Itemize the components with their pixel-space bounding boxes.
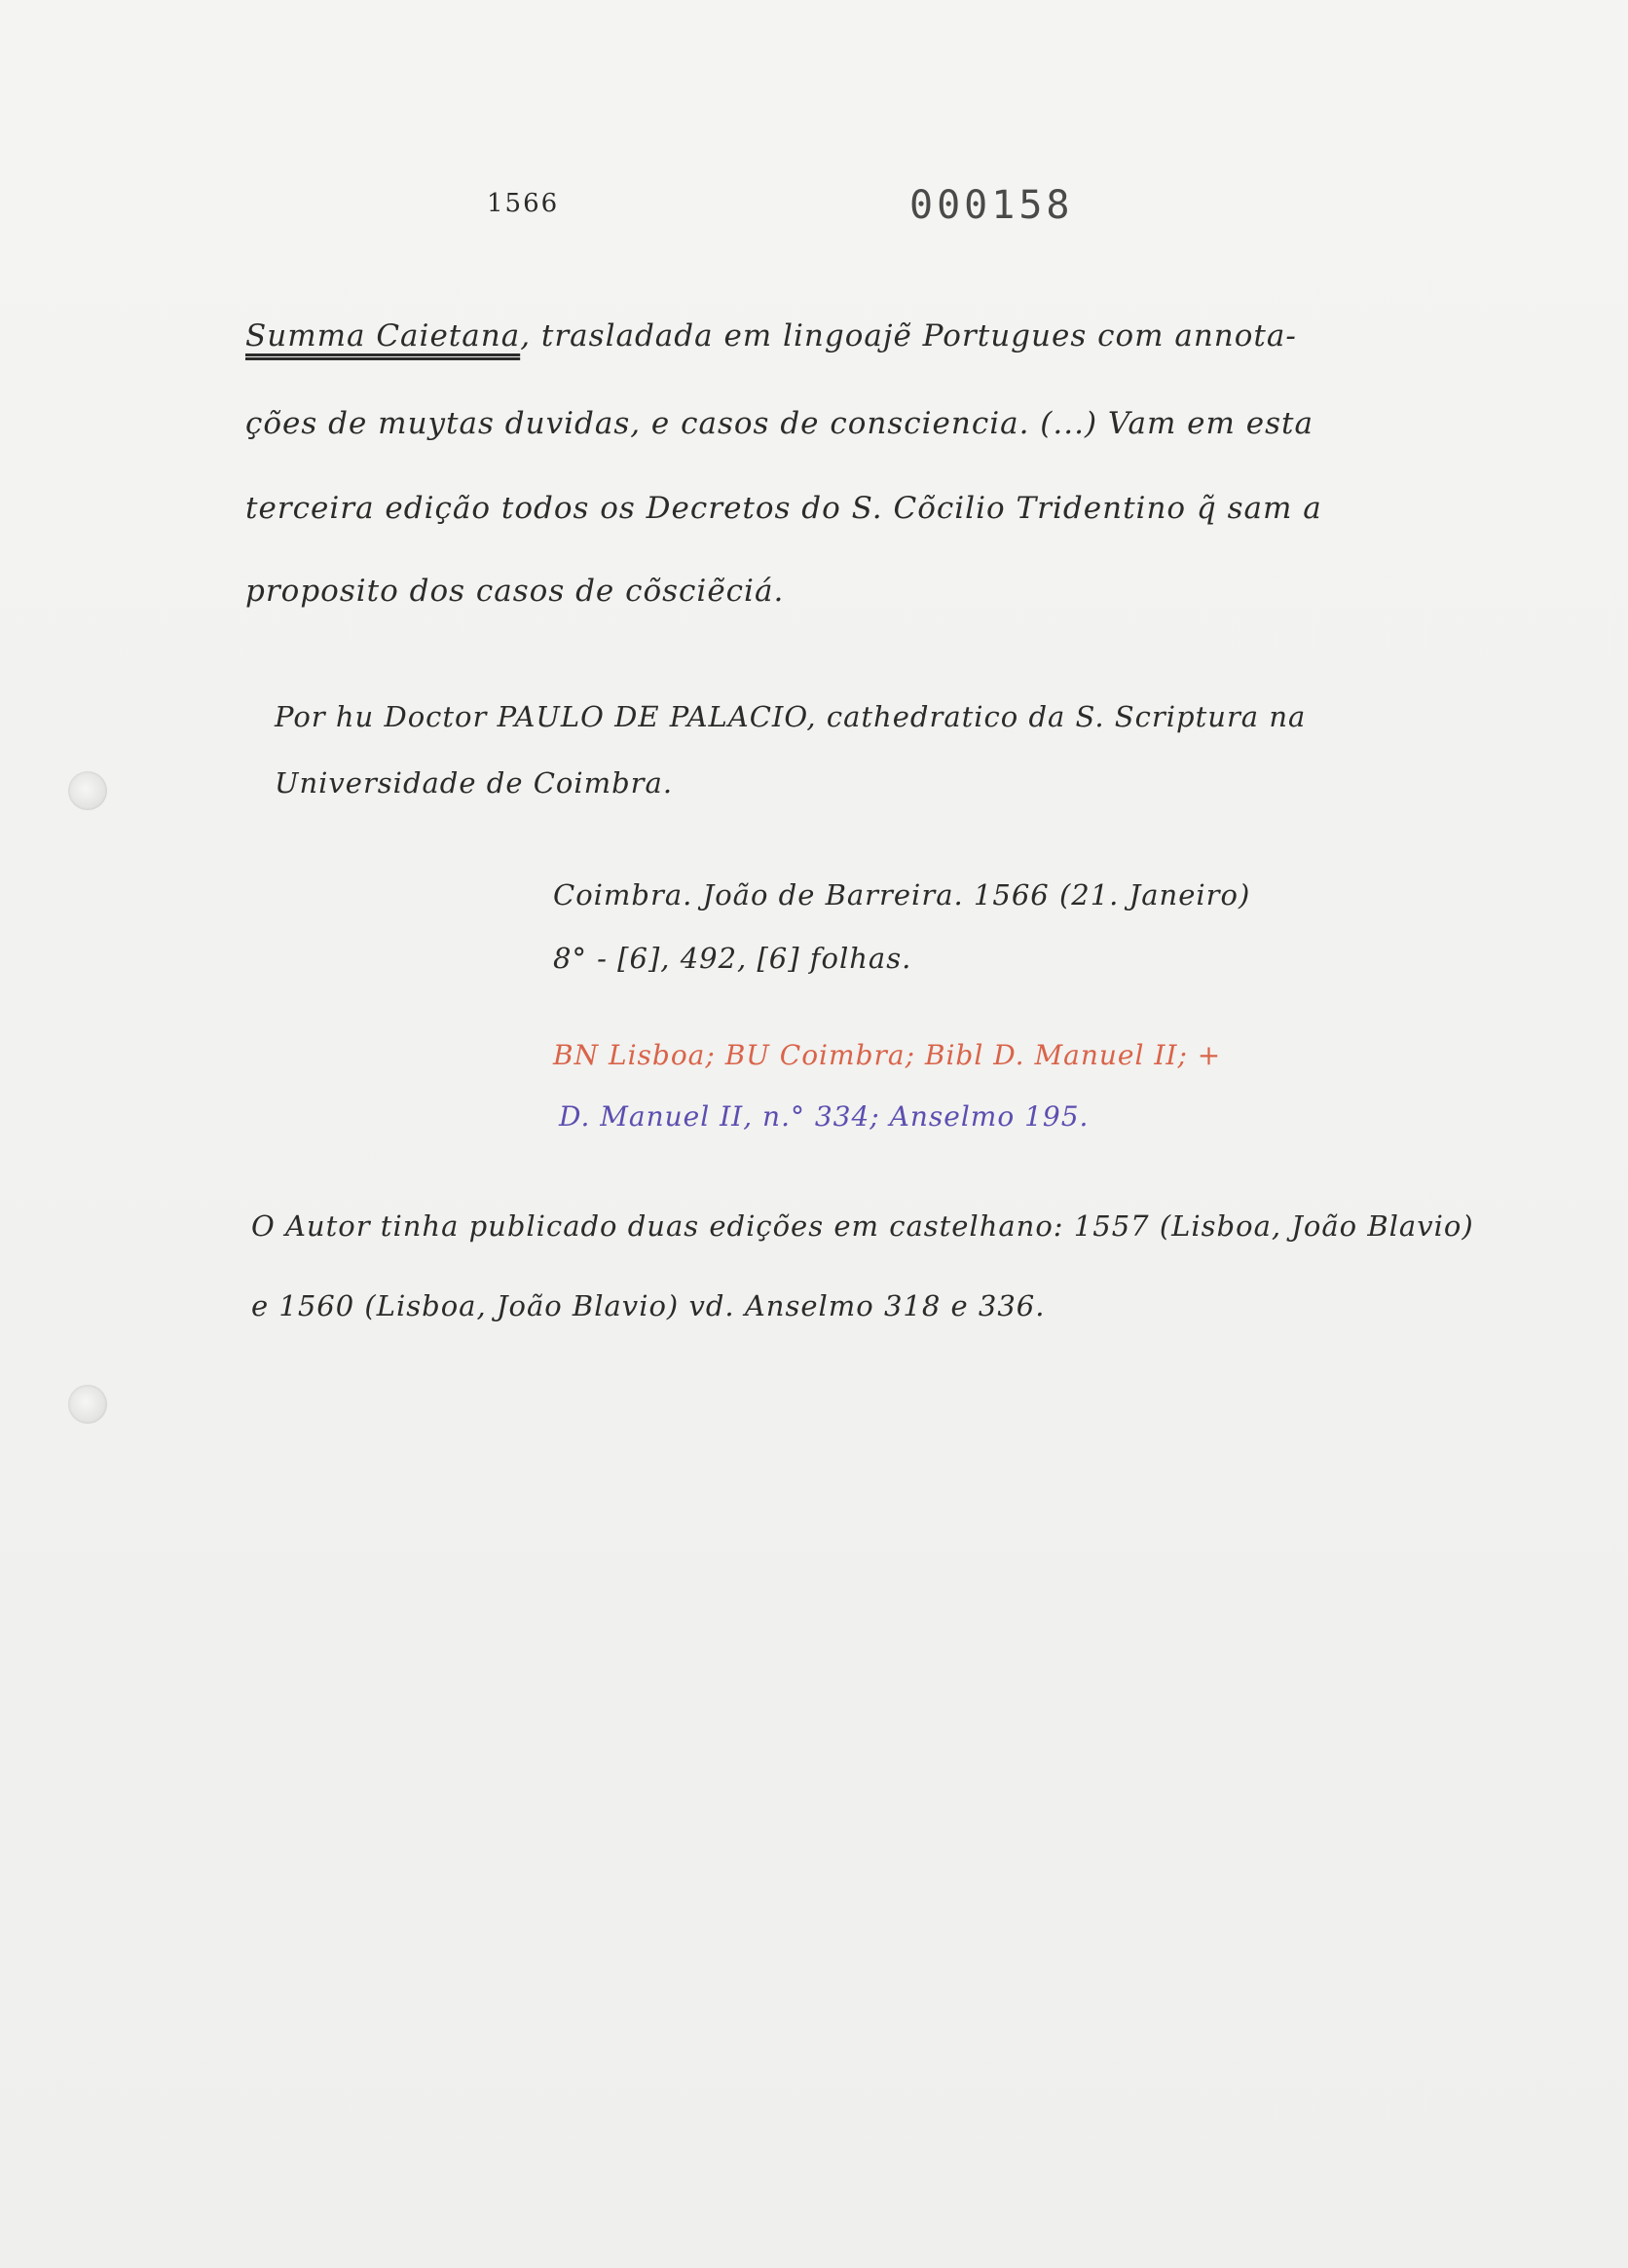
title-line-1 bbox=[245, 318, 1297, 353]
holdings-red-line: BN Lisboa; BU Coimbra; Bibl D. Manuel II; + bbox=[553, 1039, 1222, 1071]
punch-hole-top bbox=[68, 771, 107, 810]
title-name: Summa Caietana bbox=[245, 318, 521, 353]
author-line-2: Universidade de Coimbra. bbox=[275, 766, 674, 799]
record-number-stamp: 000158 bbox=[909, 183, 1074, 228]
year-heading: 1566 bbox=[487, 189, 560, 218]
author-line-1: Por hu Doctor PAULO DE PALACIO, cathedratico da S. Scriptura na bbox=[275, 700, 1307, 733]
note-line-2: e 1560 (Lisboa, João Blavio) vd. Anselmo 318 e 336. bbox=[251, 1289, 1046, 1322]
note-line-1: O Autor tinha publicado duas edições em castelhano: 1557 (Lisboa, João Blavio) bbox=[251, 1209, 1474, 1243]
collation-line: 8° - [6], 492, [6] folhas. bbox=[553, 942, 912, 975]
title-line-2: ções de muytas duvidas, e casos de consciencia. (...) Vam em esta bbox=[245, 406, 1314, 441]
holdings-blue-line: D. Manuel II, n.° 334; Anselmo 195. bbox=[559, 1100, 1090, 1133]
title-line-1-rest: , trasladada em lingoajẽ Portugues com annota- bbox=[520, 318, 1297, 353]
title-line-3: terceira edição todos os Decretos do S. Cõcilio Tridentino q̃ sam a bbox=[245, 491, 1322, 526]
title-line-4: proposito dos casos de cõsciẽciá. bbox=[245, 574, 785, 609]
punch-hole-bottom bbox=[68, 1385, 107, 1424]
imprint-line: Coimbra. João de Barreira. 1566 (21. Janeiro) bbox=[553, 878, 1251, 911]
